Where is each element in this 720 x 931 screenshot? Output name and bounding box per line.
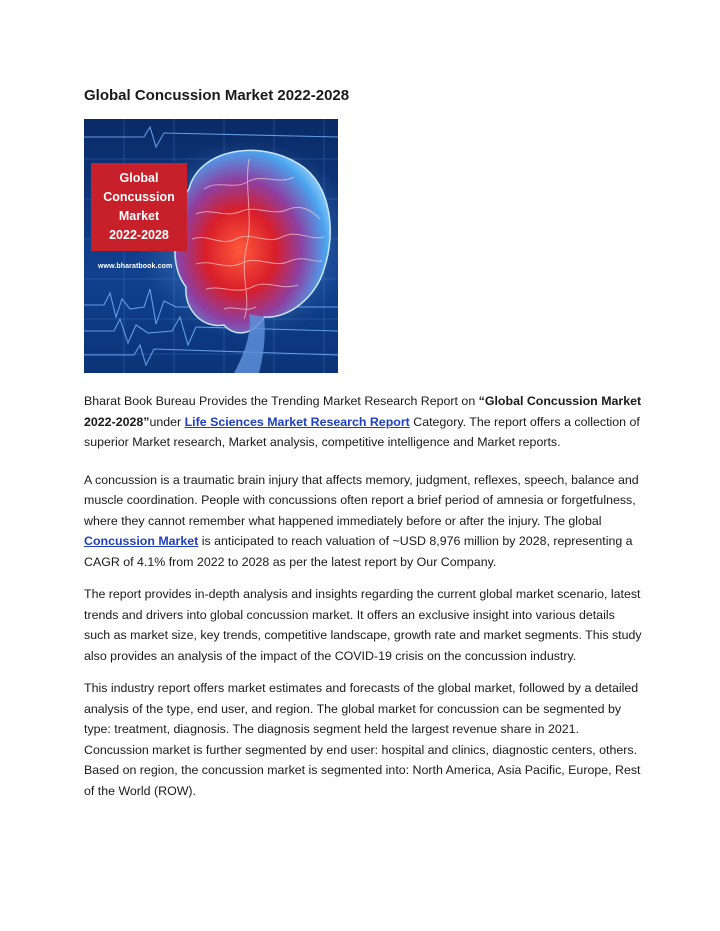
- cover-line: Concussion: [103, 190, 175, 204]
- life-sciences-report-link[interactable]: Life Sciences Market Research Report: [184, 414, 410, 429]
- page-title: Global Concussion Market 2022-2028: [84, 87, 350, 104]
- paragraph-definition: [84, 470, 644, 573]
- cover-line: Market: [118, 209, 160, 223]
- text: Category. The report offers a collection of superior Market research, Market analysis, competitive intelligence and Market reports.: [84, 414, 640, 449]
- paragraph-intro: [84, 391, 644, 453]
- text: is anticipated to reach valuation of ~USD 8,976 million by 2028, representing a CAGR of 4.1% from 2022 to 2028 as per the latest report by Our Company.: [84, 534, 633, 569]
- cover-line: Global: [119, 171, 159, 185]
- paragraph-segmentation: This industry report offers market estimates and forecasts of the global market, followed by a detailed analysis of the type, end user, and region. The global market for concussion can be segmented by type: treatment, diagnosis. The diagnosis segment held the largest revenue share in 2021. Concussion market is further segmented by end user: hospital and clinics, diagnostic centers, others. Based on region, the concussion market is segmented into: North America, Asia Pacific, Europe, Rest of the World (ROW).: [84, 681, 641, 798]
- cover-image: [84, 119, 338, 373]
- concussion-market-link[interactable]: Concussion Market: [84, 534, 199, 548]
- text: under: [149, 414, 185, 429]
- text: Bharat Book Bureau Provides the Trending Market Research Report on: [84, 394, 479, 408]
- cover-line: 2022-2028: [109, 228, 169, 242]
- article-body: [84, 391, 644, 813]
- text: A concussion is a traumatic brain injury that affects memory, judgment, reflexes, speech, balance and muscle coordination. People with concussions often report a brief period of amnesia or forgetfulness, where they cannot remember what happened immediately before or after the injury. The global: [84, 472, 639, 528]
- cover-title-box: [91, 163, 187, 251]
- paragraph-analysis: The report provides in-depth analysis and insights regarding the current global market scenario, latest trends and drivers into global concussion market. It offers an exclusive insight into various details such as market size, key trends, competitive landscape, growth rate and market segments. This study also provides an analysis of the impact of the COVID-19 crisis on the concussion industry.: [84, 587, 642, 663]
- report-name: “Global Concussion Market 2022-2028”: [84, 394, 642, 429]
- cover-url: www.bharatbook.com: [98, 263, 173, 270]
